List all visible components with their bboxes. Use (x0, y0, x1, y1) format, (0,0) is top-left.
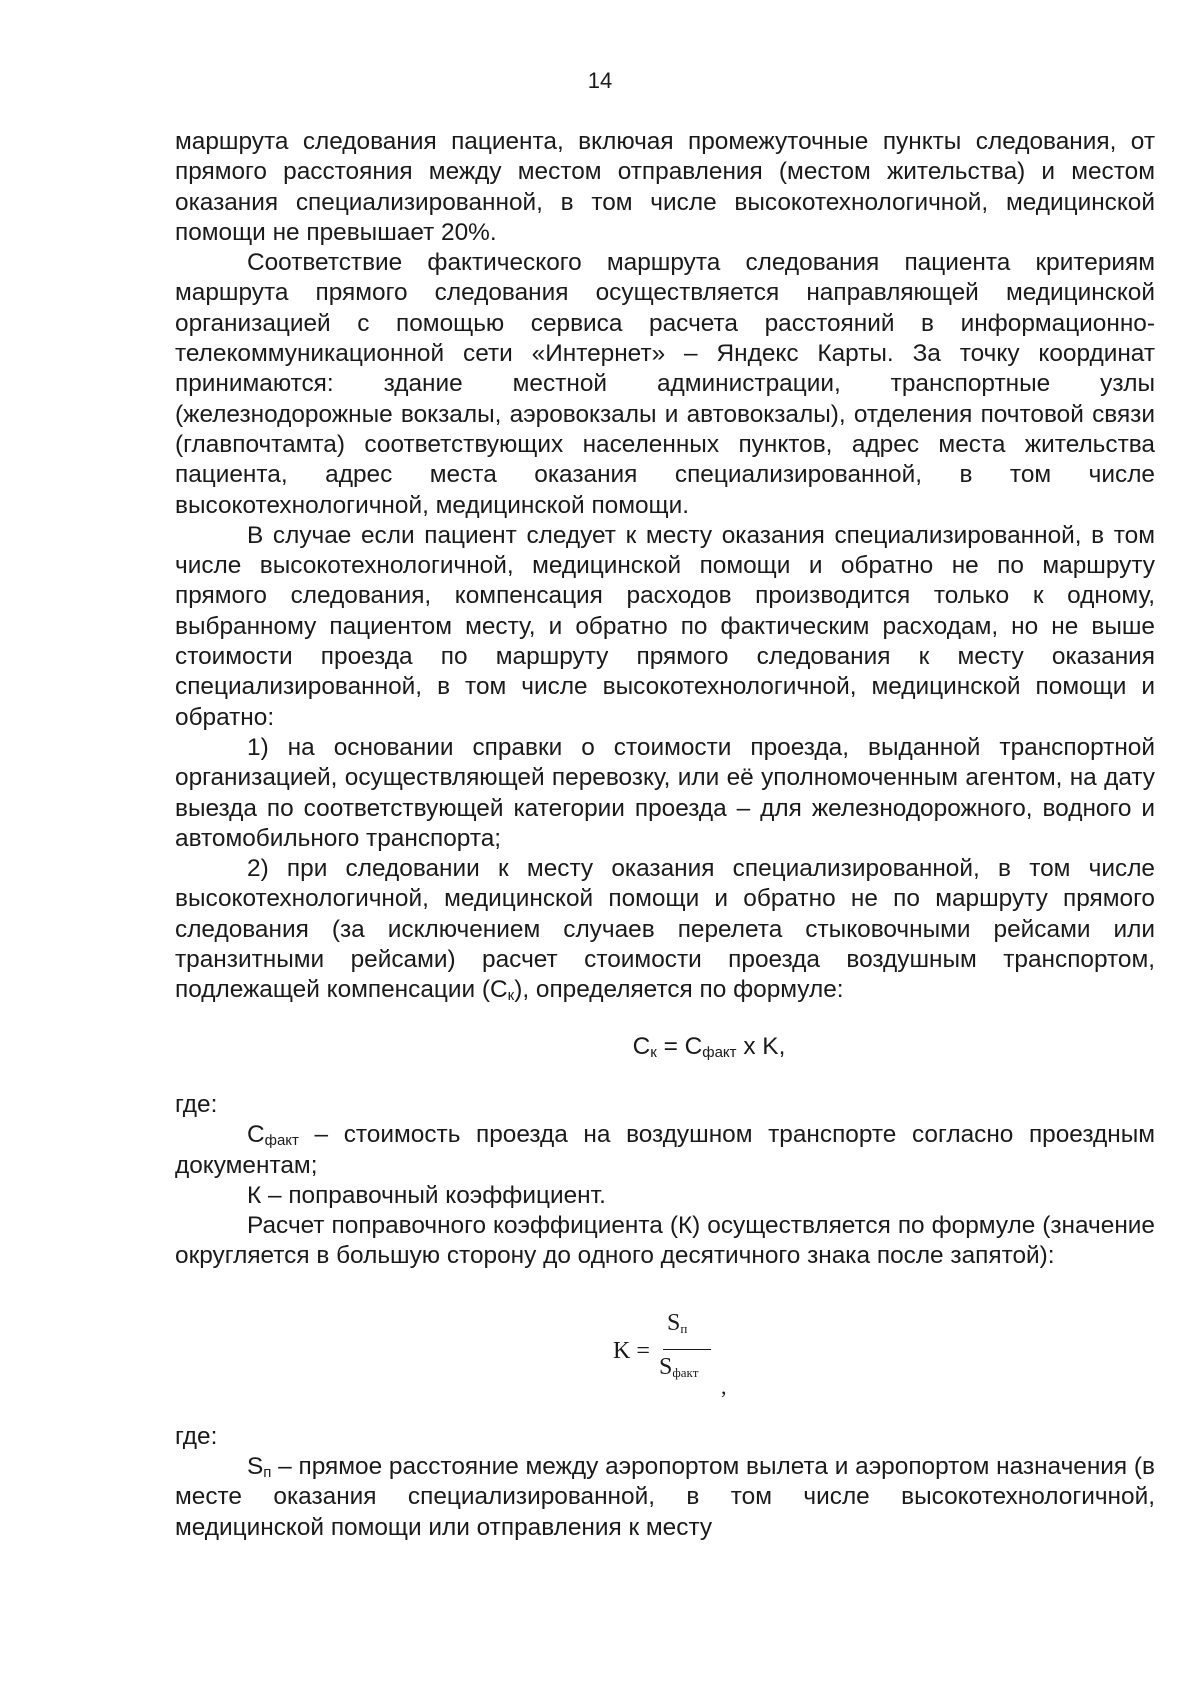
cfact-subscript: факт (264, 1132, 299, 1150)
paragraph-item-2 (175, 854, 1155, 1005)
paragraph-route-continuation: маршрута следования пациента, включая промежуточные пункты следования, от прямого расстояния между местом отправления (местом жительства) и местом оказания специализированной, в том числе высокотехнологичной, медицинской помощи не превышает 20%. (175, 128, 1155, 246)
formula-coefficient (175, 1294, 1155, 1404)
formula-k-comma: , (721, 1373, 727, 1399)
paragraph-k-definition: К – поправочный коэффициент. (247, 1181, 606, 1209)
fraction-bar (663, 1349, 711, 1350)
sp-symbol: S (247, 1452, 264, 1480)
denominator-subscript: факт (672, 1364, 699, 1380)
where-label-2: где: (175, 1422, 218, 1450)
numerator-symbol: S (667, 1309, 681, 1336)
formula-cost-tail: x K, (736, 1032, 786, 1060)
item-2-tail: ), определяется по формуле: (514, 976, 844, 1004)
denominator-symbol: S (659, 1353, 673, 1380)
item-2-text: 2) при следовании к месту оказания специализированной, в том числе высокотехнологичной, медицинской помощи и обратно не по маршруту прямого следования (за исключением случаев перелета стыковочными рейсами или транзитными рейсами) расчет стоимости проезда воздушным транспортом, подлежащей компенсации (C (175, 855, 1155, 1004)
cfact-text: – стоимость проезда на воздушном транспорте согласно проездным документам; (175, 1121, 1155, 1179)
formula-cost-c: C (632, 1032, 651, 1060)
formula-k-denominator (659, 1352, 698, 1382)
paragraph-compensation: В случае если пациент следует к месту оказания специализированной, в том числе высокотехнологичной, медицинской помощи и обратно не по маршруту прямого следования, компенсация расходов производится только к одному, выбранному пациентом месту, и обратно по фактическим расходам, но не выше стоимости проезда по маршруту прямого следования к месту оказания специализированной, в том числе высокотехнологичной, медицинской помощи и обратно: (175, 521, 1155, 731)
sp-text: – прямое расстояние между аэропортом вылета и аэропортом назначения (в месте оказания специализированной, в том числе высокотехнологичной, медицинской помощи или отправления к месту (175, 1452, 1155, 1541)
formula-cost-c-sub: к (650, 1043, 657, 1061)
paragraph-sp-definition (175, 1452, 1155, 1543)
page-number: 14 (587, 68, 613, 93)
formula-k-numerator (667, 1308, 687, 1338)
paragraph-k-calculation: Расчет поправочного коэффициента (К) осуществляется по формуле (значение округляется в большую сторону до одного десятичного знака после запятой): (175, 1212, 1155, 1270)
formula-cost (175, 1032, 1155, 1062)
paragraph-cfact-definition (175, 1120, 1155, 1181)
paragraph-route-criteria: Соответствие фактического маршрута следования пациента критериям маршрута прямого следования осуществляется направляющей медицинской организацией с помощью сервиса расчета расстояний в информационно-телекоммуникационной сети «Интернет» – Яндекс Карты. За точку координат принимаются: здание местной администрации, транспортные узлы (железнодорожные вокзалы, аэровокзалы и автовокзалы), отделения почтовой связи (главпочтамта) соответствующих населенных пунктов, адрес места жительства пациента, адрес места оказания специализированной, в том числе высокотехнологичной, медицинской помощи. (175, 249, 1155, 519)
formula-cost-cf-sub: факт (702, 1043, 737, 1061)
formula-k-lhs: K = (613, 1337, 650, 1364)
item-2-subscript: к (507, 987, 515, 1005)
numerator-subscript: п (680, 1320, 688, 1336)
document-body (175, 127, 1155, 1543)
paragraph-item-1: 1) на основании справки о стоимости проезда, выданной транспортной организацией, осуществляющей перевозку, или её уполномоченным агентом, на дату выезда по соответствующей категории проезда – для железнодорожного, водного и автомобильного транспорта; (175, 733, 1155, 852)
where-label-1: где: (175, 1090, 218, 1118)
cfact-symbol: С (247, 1121, 265, 1149)
sp-subscript: п (263, 1463, 272, 1481)
formula-cost-eq: = C (656, 1032, 703, 1060)
